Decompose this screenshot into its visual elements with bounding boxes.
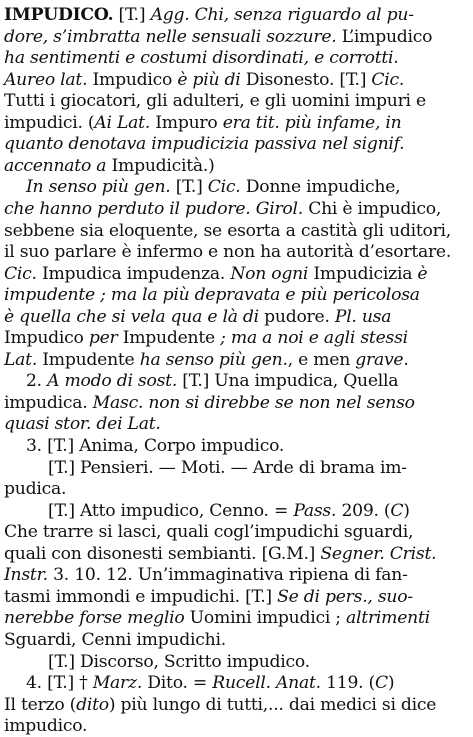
text-run: per xyxy=(88,328,118,349)
entry-line xyxy=(4,349,409,371)
text-run: Impudicità.) xyxy=(106,155,215,176)
text-run: Marz. xyxy=(92,673,143,694)
text-run: [T.] xyxy=(113,5,151,25)
text-run: Impuro xyxy=(150,112,223,133)
entry-line xyxy=(26,176,400,198)
text-run: Segner. Crist. xyxy=(320,543,437,564)
text-run: 3. 10. 12. Un’immaginativa ripiena di fan- xyxy=(47,565,408,586)
text-run: Agg. Chi, senza riguardo al pu- xyxy=(150,5,414,25)
text-run: Disonesto. [T.] xyxy=(240,69,372,90)
entry-line xyxy=(4,26,432,48)
entry-line xyxy=(4,241,451,263)
text-run: [T.] Una impudica, Quella xyxy=(177,371,399,392)
text-run: L’impudico xyxy=(336,26,433,47)
text-run: Dito. = xyxy=(142,673,213,694)
text-run: [T.] Pensieri. — Moti. — Arde di brama im- xyxy=(48,457,407,478)
dictionary-entry-impudico xyxy=(4,4,470,737)
text-run: 119. ( xyxy=(320,673,376,694)
text-run: Impudente xyxy=(117,328,221,349)
text-run: dito xyxy=(76,694,109,715)
entry-line xyxy=(4,629,226,651)
text-run: [T.] xyxy=(170,177,208,198)
text-run: 4. [T.] † xyxy=(26,673,93,694)
text-run: accennato a xyxy=(4,155,107,176)
text-run: che hanno perduto il pudore. xyxy=(4,198,251,219)
text-run: impudico. xyxy=(4,716,88,737)
text-run: pudica. xyxy=(4,479,67,500)
text-run: è più di xyxy=(177,69,241,90)
text-run: . xyxy=(403,349,409,370)
text-run: nerebbe forse meglio xyxy=(4,608,185,629)
text-run: Impudico xyxy=(87,69,178,90)
text-run: Girol. xyxy=(255,198,303,219)
text-run: Il terzo ( xyxy=(4,694,77,715)
entry-line xyxy=(4,284,420,306)
entry-line xyxy=(26,370,398,392)
text-run: ; ma a noi e agli stessi xyxy=(220,328,408,349)
text-run: Se di pers., suo- xyxy=(277,586,413,607)
entry-line xyxy=(4,478,66,500)
entry-line xyxy=(4,306,391,328)
text-run: Cic. xyxy=(371,69,405,90)
entry-line xyxy=(4,715,87,737)
text-run: Lat. xyxy=(4,349,38,370)
text-run: quali con disonesti sembianti. [G.M.] xyxy=(4,543,321,564)
text-run: è quella che si vela qua e là di xyxy=(4,306,259,327)
text-run: A modo di sost. xyxy=(47,371,178,392)
text-run: quasi stor. dei Lat. xyxy=(4,414,161,435)
entry-line xyxy=(4,521,413,543)
text-run: Pl. usa xyxy=(334,306,392,327)
text-run: è xyxy=(417,263,428,284)
text-run: Donne impudiche, xyxy=(240,177,401,198)
text-run: pudore. xyxy=(258,306,335,327)
text-run: altrimenti xyxy=(346,608,430,629)
text-run: grave xyxy=(355,349,404,370)
text-run: [T.] Atto impudico, Cenno. = xyxy=(48,500,294,521)
text-run: [T.] Discorso, Scritto impudico. xyxy=(48,651,310,672)
text-run: ) più lungo di tutti,... dai medici si dice xyxy=(108,694,437,715)
entry-line xyxy=(4,198,441,220)
text-run: Tutti i giocatori, gli adulteri, e gli uomini impuri e xyxy=(4,91,426,112)
entry-line xyxy=(4,327,408,349)
entry-line xyxy=(4,694,436,716)
text-run: era tit. più infame, in xyxy=(222,112,402,133)
text-run: quanto denotava impudicizia passiva nel signif. xyxy=(4,134,405,155)
text-run: In senso più gen. xyxy=(26,177,171,198)
text-run: sebbene sia eloquente, se esorta a castità gli uditori, xyxy=(4,220,451,241)
entry-line xyxy=(4,607,430,629)
entry-line xyxy=(26,435,284,457)
text-run: ha sentimenti e costumi disordinati, e corrotti. xyxy=(4,48,399,69)
text-run: Cic. xyxy=(4,263,37,284)
entry-line xyxy=(4,220,451,242)
text-run: il suo parlare è infermo e non ha autorità d’esortare. xyxy=(4,242,452,263)
entry-line xyxy=(4,564,408,586)
entry-line xyxy=(4,90,426,112)
text-run: ) xyxy=(387,673,395,694)
entry-line xyxy=(4,4,414,26)
text-run: Impudico xyxy=(4,328,89,349)
entry-line xyxy=(4,69,404,91)
text-run: dore, s’imbratta nelle sensuali sozzure. xyxy=(4,26,337,47)
text-run: Ai Lat. xyxy=(94,112,151,133)
text-run: Impudica impudenza. xyxy=(36,263,231,284)
text-run: Instr. xyxy=(4,565,48,586)
text-run: impudica. xyxy=(4,392,93,413)
text-run: Uomini impudici ; xyxy=(184,608,347,629)
entry-line xyxy=(26,672,394,694)
entry-line xyxy=(48,457,407,479)
entry-line xyxy=(4,155,215,177)
entry-line xyxy=(48,651,310,673)
text-run: Rucell. Anat. xyxy=(212,673,321,694)
text-run: Cic. xyxy=(207,177,241,198)
entry-line xyxy=(4,392,415,414)
entry-line xyxy=(4,47,399,69)
text-run: C xyxy=(375,673,388,694)
text-run: IMPUDICO. xyxy=(4,5,114,25)
text-run: Impudicizia xyxy=(308,263,418,284)
text-run: Non ogni xyxy=(230,263,309,284)
text-run: Che trarre si lasci, quali cogl’impudichi sguardi, xyxy=(4,522,414,543)
text-run: 3. [T.] Anima, Corpo impudico. xyxy=(26,436,285,456)
entry-line xyxy=(4,112,401,134)
entry-line xyxy=(4,543,436,565)
text-run: ) xyxy=(403,500,410,521)
text-run: impudente ; ma la più depravata e più pericolosa xyxy=(4,285,420,306)
entry-line xyxy=(48,500,410,522)
text-run: impudici. ( xyxy=(4,112,95,133)
text-run: Masc. non si direbbe se non nel senso xyxy=(92,392,415,413)
entry-line xyxy=(4,413,161,435)
text-run: tasmi immondi e impudichi. [T.] xyxy=(4,586,278,607)
text-run: 2. xyxy=(26,371,48,392)
text-run: C xyxy=(390,500,404,521)
text-run: Aureo lat. xyxy=(4,69,88,90)
text-run: Pass. xyxy=(293,500,337,521)
text-run: 209. ( xyxy=(336,500,391,521)
text-run: Chi è impudico, xyxy=(303,198,442,219)
text-run: Sguardi, Cenni impudichi. xyxy=(4,629,226,650)
text-run: , e men xyxy=(287,349,356,370)
entry-line xyxy=(4,133,404,155)
text-run: ha senso più gen. xyxy=(139,349,288,370)
text-run: Impudente xyxy=(37,349,140,370)
entry-line xyxy=(4,586,413,608)
entry-line xyxy=(4,263,427,285)
